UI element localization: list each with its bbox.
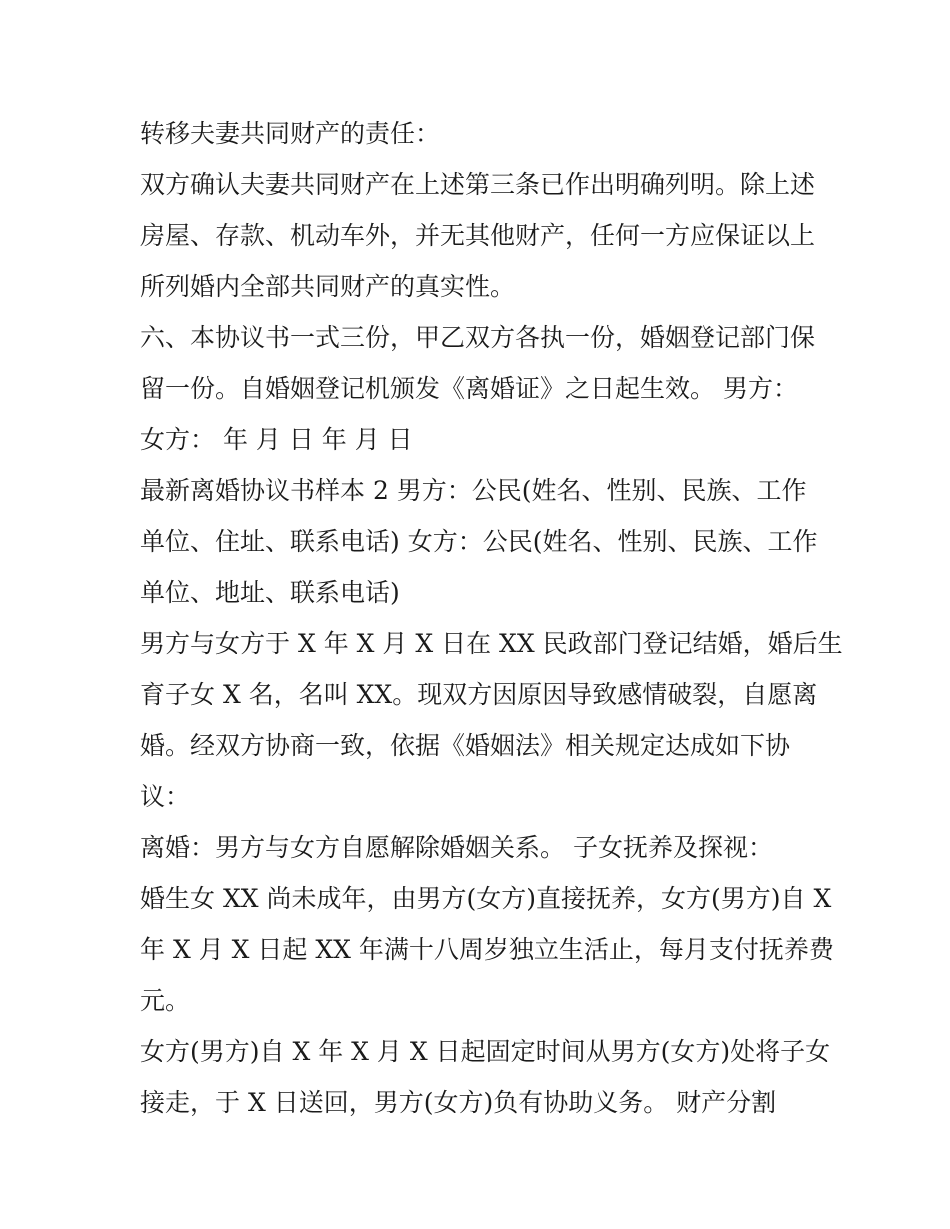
text-line: 六、本协议书一式三份，甲乙双方各执一份，婚姻登记部门保 — [140, 323, 816, 352]
text-line: 最新离婚协议书样本 2 男方：公民(姓名、性别、民族、工作 — [140, 476, 807, 505]
text-line: 所列婚内全部共同财产的真实性。 — [140, 272, 516, 301]
text-line: 元。 — [140, 986, 191, 1015]
text-line: 男方与女方于 X 年 X 月 X 日在 XX 民政部门登记结婚，婚后生 — [140, 629, 843, 658]
text-line: 单位、地址、联系电话) — [140, 578, 400, 607]
text-line: 育子女 X 名，名叫 XX。现双方因原因导致感情破裂，自愿离 — [140, 680, 818, 709]
text-line: 双方确认夫妻共同财产在上述第三条已作出明确列明。除上述 — [140, 170, 816, 199]
text-line: 留一份。自婚姻登记机颁发《离婚证》之日起生效。 男方： — [140, 374, 798, 403]
text-line: 婚。经双方协商一致，依据《婚姻法》相关规定达成如下协 — [140, 731, 791, 760]
text-line: 单位、住址、联系电话) 女方：公民(姓名、性别、民族、工作 — [140, 527, 818, 556]
text-line: 婚生女 XX 尚未成年，由男方(女方)直接抚养，女方(男方)自 X — [140, 884, 832, 913]
text-line: 议： — [140, 782, 191, 811]
document-body — [140, 108, 843, 1128]
text-line: 转移夫妻共同财产的责任： — [140, 119, 441, 148]
text-line: 离婚：男方与女方自愿解除婚姻关系。 子女抚养及探视： — [140, 833, 773, 862]
text-line: 女方： 年 月 日 年 月 日 — [140, 425, 413, 454]
text-line: 接走，于 X 日送回，男方(女方)负有协助义务。 财产分割 — [140, 1088, 777, 1117]
text-line: 房屋、存款、机动车外，并无其他财产，任何一方应保证以上 — [140, 221, 816, 250]
text-line: 年 X 月 X 日起 XX 年满十八周岁独立生活止，每月支付抚养费 — [140, 935, 834, 964]
text-line: 女方(男方)自 X 年 X 月 X 日起固定时间从男方(女方)处将子女 — [140, 1037, 831, 1066]
